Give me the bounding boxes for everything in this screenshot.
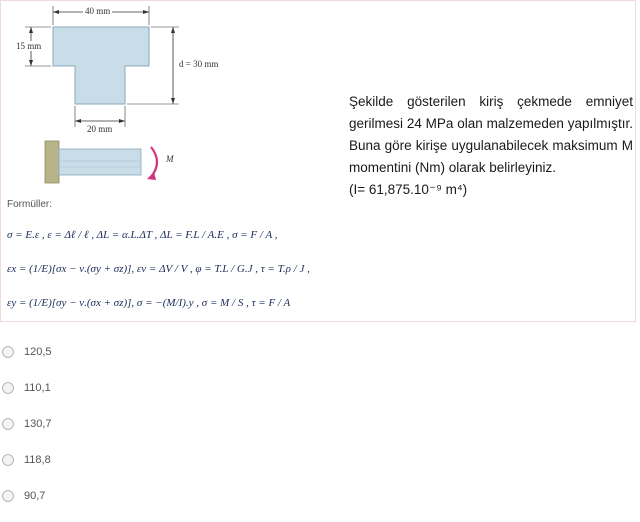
answer-option-label: 118,8: [24, 454, 51, 466]
question-body: Şekilde gösterilen kiriş çekmede emniyet gerilmesi 24 MPa olan malzemeden yapılmıştır. Buna göre kirişe uygulanabilecek maksimum M momentini (Nm) olarak belirleyiniz.: [349, 94, 633, 175]
answer-option-label: 110,1: [24, 382, 51, 394]
depth-dimension-label: d = 30 mm: [179, 59, 219, 69]
moment-label: M: [166, 154, 174, 164]
formulas-title: Formüller:: [7, 199, 53, 210]
answer-option[interactable]: [0, 342, 52, 362]
radio-button[interactable]: [2, 382, 14, 394]
moment-of-inertia-note: (I= 61,875.10⁻⁹ m⁴): [349, 182, 468, 197]
radio-button[interactable]: [2, 490, 14, 502]
radio-button[interactable]: [2, 418, 14, 430]
width-dimension-label: 40 mm: [85, 6, 111, 16]
radio-button[interactable]: [2, 454, 14, 466]
radio-button[interactable]: [2, 346, 14, 358]
formula-line: σ = E.ε , ε = Δℓ / ℓ , ΔL = α.L.ΔT , ΔL = F.L / A.E , σ = F / A ,: [7, 229, 278, 241]
formula-line: εx = (1/E)[σx − ν.(σy + σz)], εv = ΔV / V , φ = T.L / G.J , τ = T.ρ / J ,: [7, 263, 310, 275]
answer-option[interactable]: [0, 414, 52, 434]
formula-line: εy = (1/E)[σy − ν.(σx + σz)], σ = −(M/I).y , σ = M / S , τ = F / A: [7, 297, 291, 309]
answer-option[interactable]: [0, 486, 45, 506]
answer-option[interactable]: [0, 378, 51, 398]
height-dimension-label: 15 mm: [16, 41, 42, 51]
answer-option[interactable]: [0, 450, 51, 470]
question-text: [349, 91, 633, 201]
answer-option-label: 130,7: [24, 418, 52, 430]
answer-option-label: 120,5: [24, 346, 52, 358]
answer-option-label: 90,7: [24, 490, 46, 502]
bottom-dimension-label: 20 mm: [87, 124, 113, 134]
t-section-diagram: [1, 1, 331, 201]
